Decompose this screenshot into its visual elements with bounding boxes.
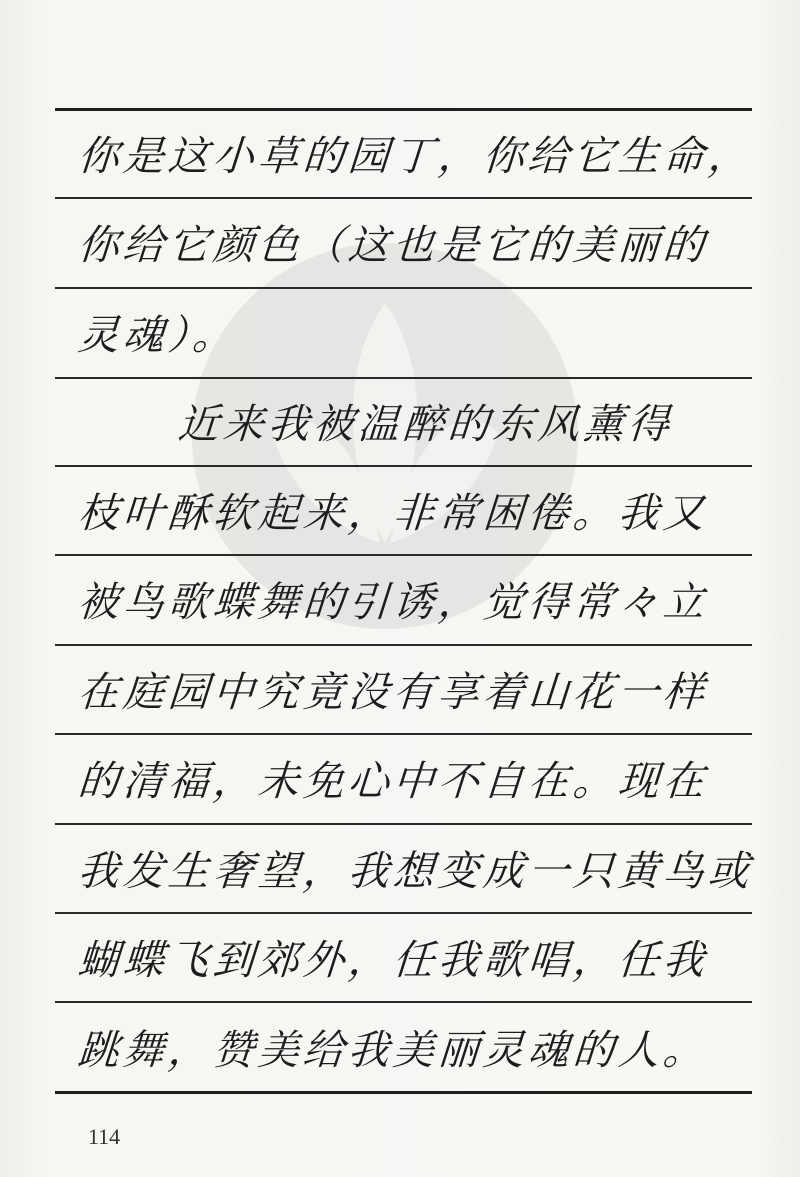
handwritten-line: 我发生奢望，我想变成一只黄鸟或 bbox=[76, 847, 755, 895]
handwritten-line: 的清福，未免心中不自在。现在 bbox=[76, 757, 710, 805]
ruled-line bbox=[55, 733, 752, 735]
ruled-line bbox=[55, 197, 752, 199]
handwritten-line: 蝴蝶飞到郊外，任我歌唱，任我 bbox=[76, 936, 710, 984]
handwritten-line: 你给它颜色（这也是它的美丽的 bbox=[76, 221, 710, 269]
ruled-line bbox=[55, 287, 752, 289]
ruled-line bbox=[55, 554, 752, 556]
handwritten-line: 跳舞，赞美给我美丽灵魂的人。 bbox=[76, 1026, 710, 1074]
ruled-line bbox=[55, 465, 752, 467]
ruled-line bbox=[55, 377, 752, 379]
handwritten-line: 枝叶酥软起来，非常困倦。我又 bbox=[76, 489, 710, 537]
handwritten-line: 近来我被温醉的东风薰得 bbox=[176, 400, 675, 448]
ruled-line bbox=[55, 1001, 752, 1003]
ruled-line bbox=[55, 823, 752, 825]
ruled-line bbox=[55, 912, 752, 914]
ruled-line bbox=[55, 1091, 752, 1094]
handwritten-line: 灵魂）。 bbox=[76, 311, 240, 359]
ruled-line bbox=[55, 644, 752, 646]
handwritten-line: 你是这小草的园丁，你给它生命， bbox=[76, 132, 755, 180]
handwritten-line: 在庭园中究竟没有享着山花一样 bbox=[76, 668, 710, 716]
handwritten-line: 被鸟歌蝶舞的引诱，觉得常々立 bbox=[76, 578, 710, 626]
ruled-line bbox=[55, 108, 752, 111]
page-number: 114 bbox=[88, 1124, 121, 1149]
